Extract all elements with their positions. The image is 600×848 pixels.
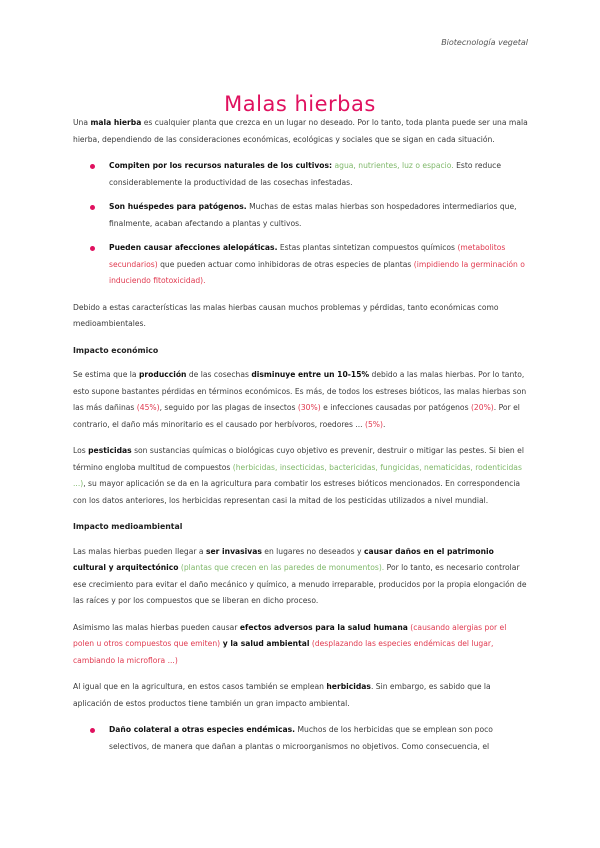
list-item: Daño colateral a otras especies endémicas. Muchos de los herbicidas que se emplean son poco selectivos, de manera que dañan a plantas o microorganismos no objetivos. Como consecuencia, el [109, 722, 528, 755]
intro-paragraph: Una mala hierba es cualquier planta que crezca en un lugar no deseado. Por lo tanto, toda planta puede ser una mala hierba, dependiendo de las consideraciones económicas, ecológicas y sociales que se sigan en cada situación. [73, 118, 528, 144]
herbicide-effects-list [73, 722, 528, 755]
economico-paragraph-1: Se estima que la producción de las cosechas disminuye entre un 10-15% debido a las malas hierbas. Por lo tanto, esto supone bastantes pérdidas en términos económicos. Es más, de todos los estreses bióticos, las malas hierbas son las más dañinas (45%), seguido por las plagas de insectos (30%) e infecciones causadas por patógenos (20%). Por el contrario, el daño más minoritario es el causado por herbívoros, roedores ... (5%). [73, 370, 527, 429]
bullet-icon [90, 246, 95, 251]
characteristics-list [73, 158, 528, 290]
medioambiental-paragraph-3: Al igual que en la agricultura, en estos casos también se emplean herbicidas. Sin embargo, es sabido que la aplicación de estos productos tiene también un gran impacto ambiental. [73, 682, 491, 708]
page-title: Malas hierbas [224, 92, 376, 117]
medioambiental-paragraph-2: Asimismo las malas hierbas pueden causar efectos adversos para la salud humana (causando alergias por el polen u otros compuestos que emiten) y la salud ambiental (desplazando las especies endémicas del lugar, cambiando la microflora ...) [73, 622, 507, 665]
bullet-icon [90, 205, 95, 210]
medioambiental-paragraph-1: Las malas hierbas pueden llegar a ser invasivas en lugares no deseados y causar daños en el patrimonio cultural y arquitectónico (plantas que crecen en las paredes de monumentos). Por lo tanto, es necesario controlar ese crecimiento para evitar el daño mecánico y químico, a menudo irreparable, producidos por la propia elongación de las raíces y por los compuestos que se liberan en dicho proceso. [73, 546, 527, 605]
list-item: Son huéspedes para patógenos. Muchas de estas malas hierbas son hospedadores intermediarios que, finalmente, acaban afectando a plantas y cultivos. [109, 199, 528, 232]
bullet-icon [90, 728, 95, 733]
consequences-paragraph: Debido a estas características las malas hierbas causan muchos problemas y pérdidas, tanto económicas como medioambientales. [73, 302, 499, 328]
document-body [73, 115, 528, 765]
running-header: Biotecnología vegetal [441, 38, 528, 47]
term-mala-hierba: mala hierba [90, 118, 142, 127]
section-heading-economico: Impacto económico [73, 345, 159, 355]
list-item: Pueden causar afecciones alelopáticas. Estas plantas sintetizan compuestos químicos (metabolitos secundarios) que pueden actuar como inhibidoras de otras especies de plantas (impidiendo la germinación o induciendo fitotoxicidad). [109, 240, 528, 290]
section-heading-medioambiental: Impacto medioambiental [73, 522, 183, 531]
list-item: Compiten por los recursos naturales de los cultivos: agua, nutrientes, luz o espacio. Esto reduce considerablemente la productividad de las cosechas infestadas. [109, 158, 528, 191]
economico-paragraph-2: Los pesticidas son sustancias químicas o biológicas cuyo objetivo es prevenir, destruir o mitigar las pestes. Si bien el término engloba multitud de compuestos (herbicidas, insecticidas, bactericidas, fungicidas, nematicidas, rodenticidas ...), su mayor aplicación se da en la agricultura para combatir los estreses bióticos mencionados. En correspondencia con los datos anteriores, los herbicidas representan casi la mitad de los pesticidas utilizados a nivel mundial. [73, 446, 524, 505]
bullet-icon [90, 164, 95, 169]
